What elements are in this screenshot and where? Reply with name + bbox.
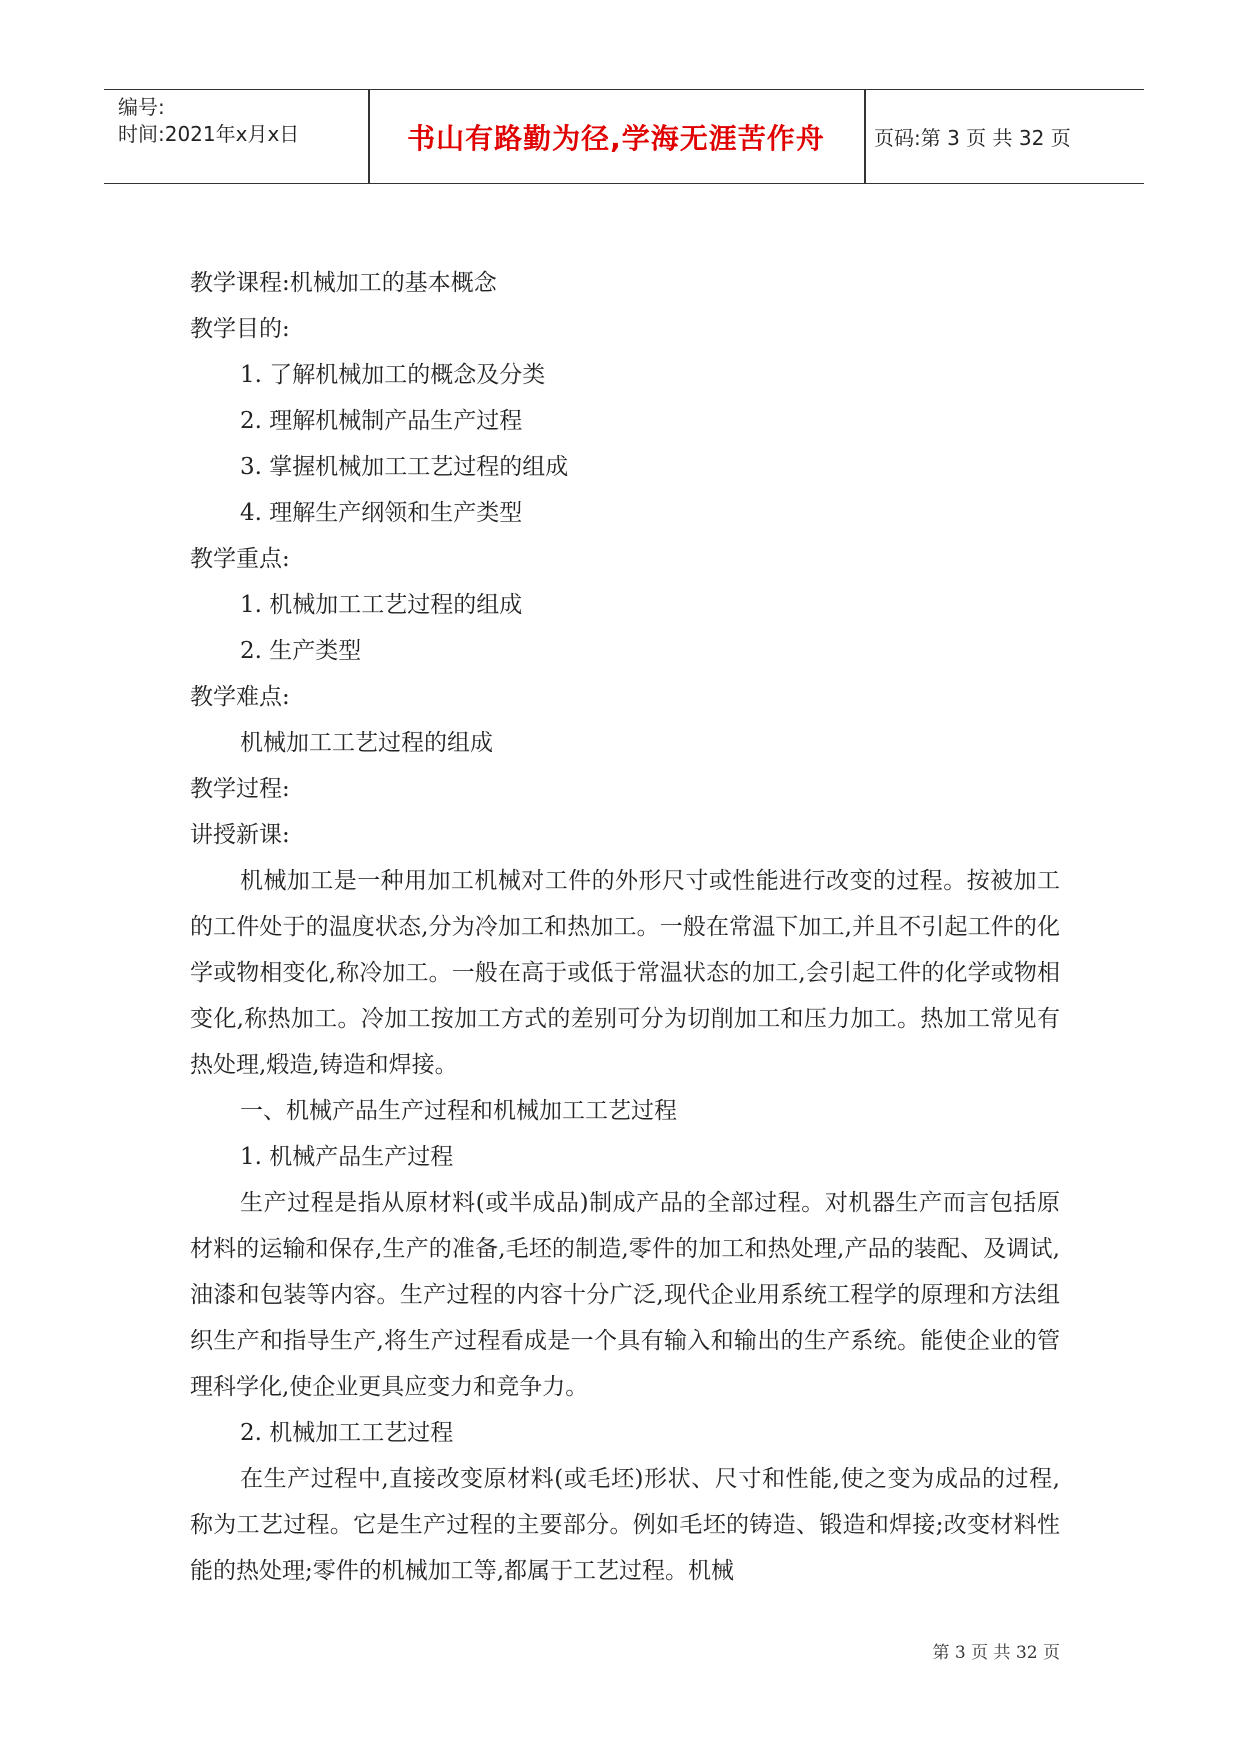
purpose-item: 1. 了解机械加工的概念及分类	[240, 362, 546, 388]
purpose-item: 2. 理解机械制产品生产过程	[240, 408, 523, 434]
header-page-info: 页码:第 3 页 共 32 页	[874, 126, 1071, 150]
new-lesson-heading: 讲授新课:	[190, 822, 290, 848]
page-footer: 第 3 页 共 32 页	[932, 1643, 1060, 1663]
focus-item: 2. 生产类型	[240, 638, 362, 664]
purpose-item: 4. 理解生产纲领和生产类型	[240, 500, 523, 526]
header-number-label: 编号:	[118, 95, 165, 119]
subsection-heading: 1. 机械产品生产过程	[240, 1144, 454, 1170]
purpose-item: 3. 掌握机械加工工艺过程的组成	[240, 454, 569, 480]
header-meta	[118, 94, 368, 148]
process-heading: 教学过程:	[190, 776, 290, 802]
purpose-heading: 教学目的:	[190, 316, 290, 342]
paragraph-technological-process: 在生产过程中,直接改变原材料(或毛坯)形状、尺寸和性能,使之变为成品的过程,称为工艺过程。它是生产过程的主要部分。例如毛坯的铸造、锻造和焊接;改变材料性能的热处理;零件的机械加工等,都属于工艺过程。机械	[190, 1466, 1060, 1584]
header-time-label: 时间:2021年x月x日	[118, 122, 300, 146]
focus-item: 1. 机械加工工艺过程的组成	[240, 592, 523, 618]
paragraph-production-process: 生产过程是指从原材料(或半成品)制成产品的全部过程。对机器生产而言包括原材料的运输和保存,生产的准备,毛坯的制造,零件的加工和热处理,产品的装配、及调试,油漆和包装等内容。生产过程的内容十分广泛,现代企业用系统工程学的原理和方法组织生产和指导生产,将生产过程看成是一个具有输入和输出的生产系统。能使企业的管理科学化,使企业更具应变力和竞争力。	[190, 1190, 1060, 1400]
document-header	[104, 89, 1144, 184]
paragraph-machining-intro: 机械加工是一种用加工机械对工件的外形尺寸或性能进行改变的过程。按被加工的工件处于的温度状态,分为冷加工和热加工。一般在常温下加工,并且不引起工件的化学或物相变化,称冷加工。一般在高于或低于常温状态的加工,会引起工件的化学或物相变化,称热加工。冷加工按加工方式的差别可分为切削加工和压力加工。热加工常见有热处理,煅造,铸造和焊接。	[190, 868, 1060, 1078]
focus-heading: 教学重点:	[190, 546, 290, 572]
subsection-heading: 2. 机械加工工艺过程	[240, 1420, 454, 1446]
difficulty-item: 机械加工工艺过程的组成	[240, 730, 493, 756]
section-heading: 一、机械产品生产过程和机械加工工艺过程	[240, 1098, 677, 1124]
header-motto: 书山有路勤为径,学海无涯苦作舟	[407, 121, 825, 155]
document-body	[190, 260, 1060, 1594]
header-divider-right	[864, 90, 866, 183]
course-title: 教学课程:机械加工的基本概念	[190, 270, 497, 296]
difficulty-heading: 教学难点:	[190, 684, 290, 710]
